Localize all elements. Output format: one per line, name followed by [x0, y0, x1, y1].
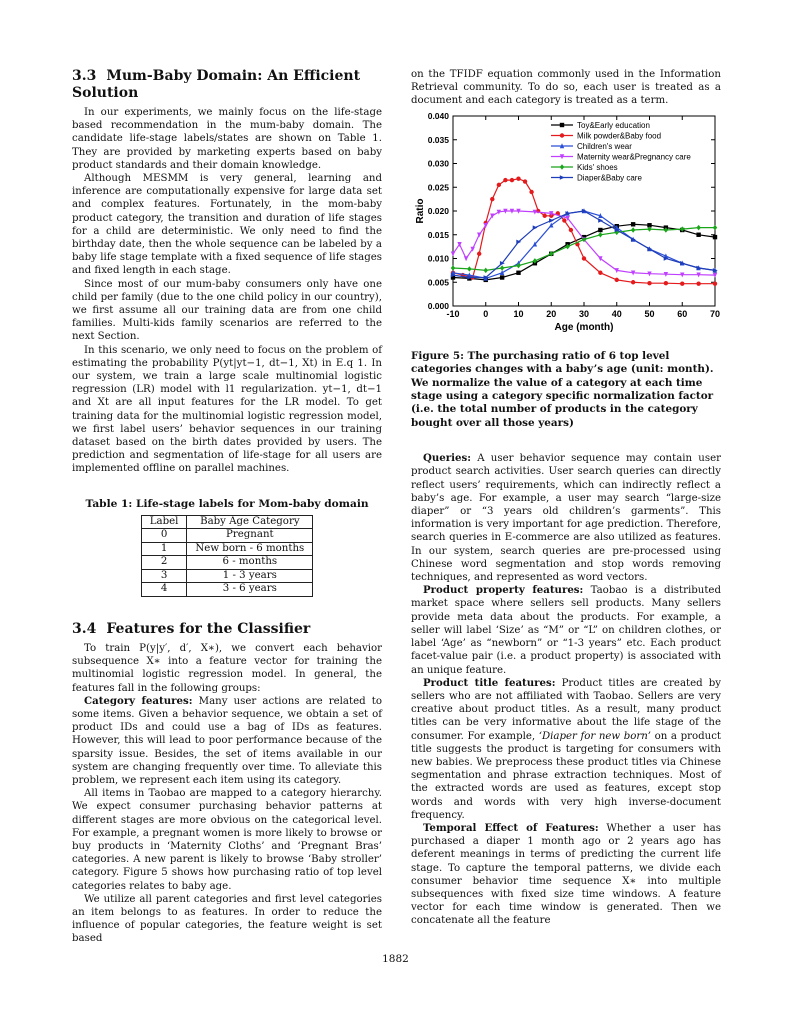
- run-in-heading: Product title features:: [423, 676, 556, 689]
- run-in-heading: Temporal Effect of Features:: [423, 821, 599, 834]
- data-point: [543, 213, 547, 217]
- legend-entry: Kids' shoes: [577, 162, 618, 172]
- data-point: [696, 232, 700, 236]
- legend-marker: [560, 122, 564, 126]
- data-point: [713, 235, 717, 239]
- data-point: [696, 281, 700, 285]
- table-cell: 1: [141, 542, 187, 556]
- data-point: [510, 178, 514, 182]
- run-in-heading: Product property features:: [423, 584, 584, 597]
- run-in-heading: Queries:: [423, 452, 471, 465]
- section-heading: 3.4 Features for the Classifier: [72, 620, 311, 637]
- paragraph: All items in Taobao are mapped to a category hierarchy. We expect consumer purchasing behavior patterns at different stages are more obvious on the categorical level. For example, a pregnant women is more likely to browse or buy products in ‘Maternity Cloths’ and ‘Pregnant Bras’ categories. A new parent is likely to browse ‘Baby stroller’ category. Figure 5 shows how purchasing ratio of top level categories relates to baby age.: [72, 788, 382, 892]
- table-cell: 3 - 6 years: [187, 583, 313, 597]
- run-in-heading: Category features:: [84, 694, 193, 707]
- data-point: [631, 280, 635, 284]
- data-point: [503, 178, 507, 182]
- data-point: [582, 256, 586, 260]
- life-stage-table: [141, 515, 314, 597]
- paragraph: In this scenario, we only need to focus on the problem of estimating the probability P(yt|yt−1, dt−1, Xt) in E.q 1. In our system, we train a large scale multinomial logistic regression (LR) model with l1 regularization. yt−1, dt−1 and Xt are all input features for the LR model. To get training data for the multinomial logistic regression model, we first label users’ behavior sequences in our training dataset based on the birth dates provided by users. The prediction and segmentation of life-stage for all users are implemented offline on parallel machines.: [72, 344, 382, 475]
- figure-caption: Figure 5: The purchasing ratio of 6 top level categories changes with a baby’s age (unit: month). We normalize the value of a category at each time stage using a category specific normalization factor (i.e. the total number of products in the category bought over all those years): [411, 349, 714, 429]
- data-point: [647, 281, 651, 285]
- data-point: [598, 227, 602, 231]
- page-number: 1882: [382, 953, 409, 965]
- data-point: [664, 281, 668, 285]
- data-point: [713, 281, 717, 285]
- table-cell: 6 - months: [187, 556, 313, 570]
- y-tick-label: 0.005: [427, 276, 449, 287]
- y-axis-label: Ratio: [415, 198, 426, 224]
- data-point: [500, 275, 504, 279]
- data-point: [631, 222, 635, 226]
- x-tick-label: 70: [709, 308, 721, 319]
- table-cell: Pregnant: [187, 529, 313, 543]
- legend-entry: Diaper&Baby care: [577, 173, 642, 183]
- data-point: [529, 189, 533, 193]
- paragraph: on the TFIDF equation commonly used in the Information Retrieval community. To do so, each user is treated as a document and each category is treated as a term.: [411, 69, 721, 107]
- paragraph: In our experiments, we mainly focus on the life-stage based recommendation in the mum-baby domain. The candidate life-stage labels/states are shown on Table 1. They are provided by marketing experts based on baby product standards and their domain knowledge.: [72, 107, 382, 171]
- x-tick-label: 40: [611, 308, 622, 319]
- x-tick-label: 20: [546, 308, 557, 319]
- y-tick-label: 0.040: [427, 110, 449, 121]
- table-cell: 4: [141, 583, 187, 597]
- x-tick-label: 30: [578, 308, 590, 319]
- data-point: [523, 179, 527, 183]
- x-tick-label: 60: [677, 308, 688, 319]
- table-row: [141, 529, 313, 543]
- table-cell: 1 - 3 years: [187, 569, 313, 583]
- legend-entry: Maternity wear&Pregnancy care: [577, 152, 691, 162]
- data-point: [598, 270, 602, 274]
- x-tick-label: 10: [513, 308, 524, 319]
- y-tick-label: 0.015: [427, 229, 449, 240]
- x-tick-label: -10: [446, 308, 460, 319]
- data-point: [477, 251, 481, 255]
- legend-marker: [560, 133, 564, 137]
- table-caption: Table 1: Life-stage labels for Mom-baby domain: [85, 497, 369, 510]
- data-point: [680, 281, 684, 285]
- table-row: [141, 542, 313, 556]
- x-axis-label: Age (month): [554, 321, 614, 333]
- paragraph: Temporal Effect of Features: Whether a user has purchased a diaper 1 month ago or 2 years ago has deferent meanings in terms of predicting the current life stage. To capture the temporal patterns, we divide each consumer behavior time sequence X∗ into multiple subsequences with fixed size time windows. A feature vector for each time window is generated. Then we concatenate all the feature: [411, 821, 721, 927]
- table-row: [141, 569, 313, 583]
- data-point: [490, 197, 494, 201]
- table-header-cell: Label: [141, 515, 187, 529]
- y-tick-label: 0.020: [427, 205, 449, 216]
- data-point: [615, 277, 619, 281]
- table-cell: 3: [141, 569, 187, 583]
- right-column: [411, 68, 721, 928]
- data-point: [562, 218, 566, 222]
- y-tick-label: 0.025: [427, 181, 449, 192]
- paragraph: To train P(y|y′, d′, X∗), we convert each behavior subsequence X∗ into a feature vector for training the multinomial logistic regression model. In general, the features fall in the following groups:: [72, 642, 382, 694]
- table-cell: 0: [141, 529, 187, 543]
- paragraph: Since most of our mum-baby consumers only have one child per family (due to the one child policy in our country), we first assume all our training data are from one child families. Multi-kids family scenarios are referred to the next Section.: [72, 278, 382, 343]
- paragraph: Category features: Many user actions are related to some items. Given a behavior sequence, we obtain a set of product IDs and could use a bag of IDs as features. However, this will lead to poor performance because of the sparsity issue. Besides, the set of items available in our system are changing frequently over time. To alleviate this problem, we represent each item using its category.: [72, 694, 382, 786]
- x-tick-label: 50: [644, 308, 655, 319]
- paragraph: Product property features: Taobao is a distributed market space where sellers sell products. Many sellers provide meta data about the products. For example, a seller will label ‘Size’ as “M” or “L” on children clothes, or label ‘Age’ as “newborn” or “1-3 years” etc. Each product facet-value pair (i.e. a product property) is associated with an unique feature.: [411, 584, 721, 676]
- data-point: [516, 270, 520, 274]
- y-tick-label: 0.000: [427, 300, 449, 311]
- y-tick-label: 0.035: [427, 134, 449, 145]
- y-tick-label: 0.030: [427, 158, 449, 169]
- left-column: [72, 68, 382, 946]
- table-row: [141, 583, 313, 597]
- data-point: [569, 227, 573, 231]
- x-tick-label: 0: [483, 308, 489, 319]
- data-point: [516, 176, 520, 180]
- section-heading: 3.3 Mum-Baby Domain: An Efficient Solution: [72, 68, 361, 101]
- paragraph: Product title features: Product titles are created by sellers who are not affiliated with Taobao. Sellers are very creative about product titles. As a result, many product titles can be very informative about the life stage of the consumer. For example, ‘Diaper for new born’ on a product title suggests the product is targeting for consumers with new babies. We preprocess these product titles via Chinese segmentation and phrase extraction techniques. Most of the extracted words are used as features, except stop words and words with very high inverse-document frequency.: [411, 676, 721, 821]
- paragraph: We utilize all parent categories and first level categories an item belongs to as features. In order to reduce the influence of popular categories, the feature weight is set based: [72, 893, 382, 945]
- paragraph: Although MESMM is very general, learning and inference are computationally expensive for large data set and complex features. Fortunately, in the mom-baby product category, the transition and duration of life stages for a child are deterministic. We only need to find the birthday date, then the whole sequence can be labeled by a baby life stage template with a fixed sequence of life stages and fixed length in each stage.: [72, 173, 382, 277]
- figure-5-line-chart: [411, 108, 721, 338]
- table-cell: New born - 6 months: [187, 542, 313, 556]
- table-header-cell: Baby Age Category: [187, 515, 313, 529]
- data-point: [497, 182, 501, 186]
- table-row: [141, 556, 313, 570]
- legend-entry: Children's wear: [577, 141, 632, 151]
- paragraph: Queries: A user behavior sequence may contain user product search activities. User search queries can directly reflect users’ requirements, which can indirectly reflect a baby’s age. For example, a user may search “large-size diaper” or “3 years old children’s garments”. This information is very important for age prediction. Therefore, search queries in E-commerce are also utilized as features. In our system, search queries are pre-processed using Chinese word segmentation and stop words removing techniques, and represented as word vectors.: [411, 452, 721, 584]
- table-cell: 2: [141, 556, 187, 570]
- legend-entry: Milk powder&Baby food: [577, 131, 662, 141]
- legend-entry: Toy&Early education: [577, 120, 650, 130]
- y-tick-label: 0.010: [427, 253, 449, 264]
